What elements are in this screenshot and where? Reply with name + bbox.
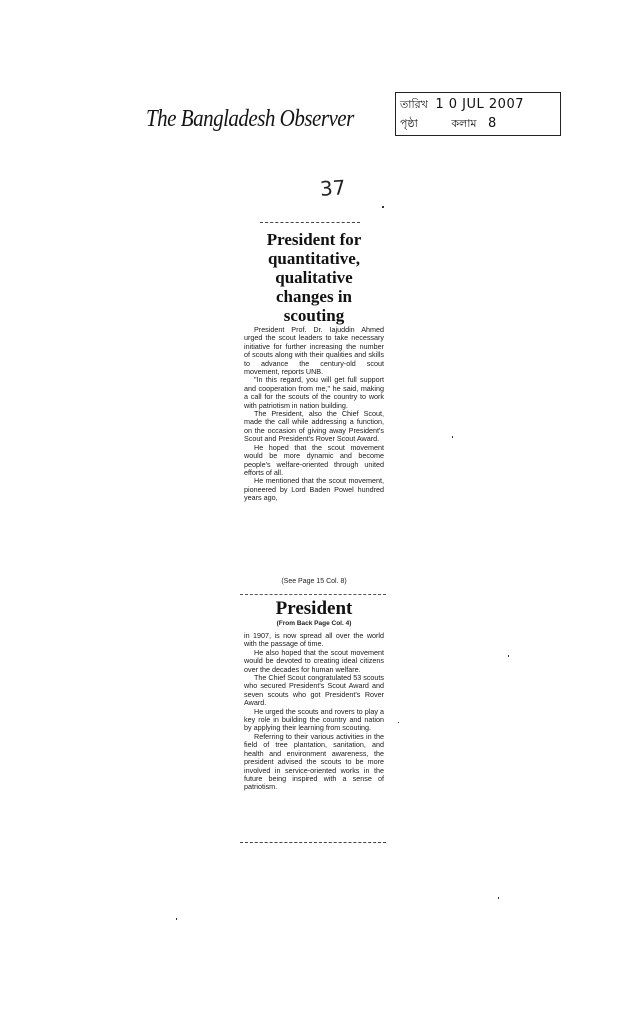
scan-speck [398,722,399,723]
handwritten-page-number: 37 [319,175,347,201]
headline-line: quantitative, [267,249,361,268]
continuation-paragraph: He also hoped that the scout movement would be devoted to creating ideal citizens over the decades for human welfare. [244,647,384,674]
clipping-bottom-rule [240,842,386,843]
continuation-body [244,632,384,792]
continuation-divider [240,594,386,595]
headline-line: qualitative [275,268,353,287]
article-paragraph: "In this regard, you will get full support and cooperation from me," he said, making a call for the scouts of the country to work with patriotism in nation building. [244,375,384,410]
headline-line: scouting [283,306,345,325]
continuation-paragraph: The Chief Scout congratulated 53 scouts who secured President's Scout Award and seven scouts who got President's Rover Award. [244,673,384,708]
stamp-date-row [400,96,524,115]
continuation-paragraph: He urged the scouts and rovers to play a key role in building the country and nation by applying their learning from scouting. [244,706,384,733]
see-page-reference: (See Page 15 Col. 8) [281,578,347,585]
newspaper-clipping [240,222,388,848]
stamp-page-value: 8 [488,116,497,131]
clipping-top-rule [260,222,360,223]
article-paragraph: President Prof. Dr. Iajuddin Ahmed urged the scout leaders to take necessary initiative for further increasing the number of scouts along with their qualities and skills to advance the century-old scout movement, reports UNB. [244,325,384,377]
scan-speck [452,436,453,438]
stamp-column-label: কলাম [451,117,477,130]
continuation-paragraph: Referring to their various activities in the field of tree plantation, sanitation, and health and environment awareness, the president advised the scouts to be more involved in service-oriented works in the future being inspired with a sense of patriotism. [244,731,384,792]
article-paragraph: He mentioned that the scout movement, pioneered by Lord Baden Powel hundred years ago, [244,476,384,503]
stamp-date: 1 0 JUL 2007 [435,97,524,112]
continuation-paragraph: in 1907, is now spread all over the world with the passage of time. [244,631,384,649]
article-paragraph: He hoped that the scout movement would be more dynamic and become people's welfare-oriented through united efforts of all. [244,442,384,477]
scan-speck [508,655,509,657]
headline-line: changes in [275,287,353,306]
newspaper-masthead: The Bangladesh Observer [146,104,354,132]
article-body [244,326,384,503]
article-headline [240,230,388,325]
from-back-page-reference: (From Back Page Col. 4) [276,620,352,627]
stamp-page-row [400,115,496,134]
stamp-date-label: তারিখ [400,98,428,111]
headline-line: President for [266,230,362,249]
scan-speck [498,897,499,899]
scan-speck [382,206,384,208]
stamp-page-label: পৃষ্ঠা [400,117,418,130]
article-paragraph: The President, also the Chief Scout, made the call while addressing a function, on the occasion of giving away President's Scout and President's Rover Scout Award. [244,409,384,444]
scan-speck [176,918,177,920]
continuation-headline: President [275,598,353,619]
date-stamp [395,92,561,136]
